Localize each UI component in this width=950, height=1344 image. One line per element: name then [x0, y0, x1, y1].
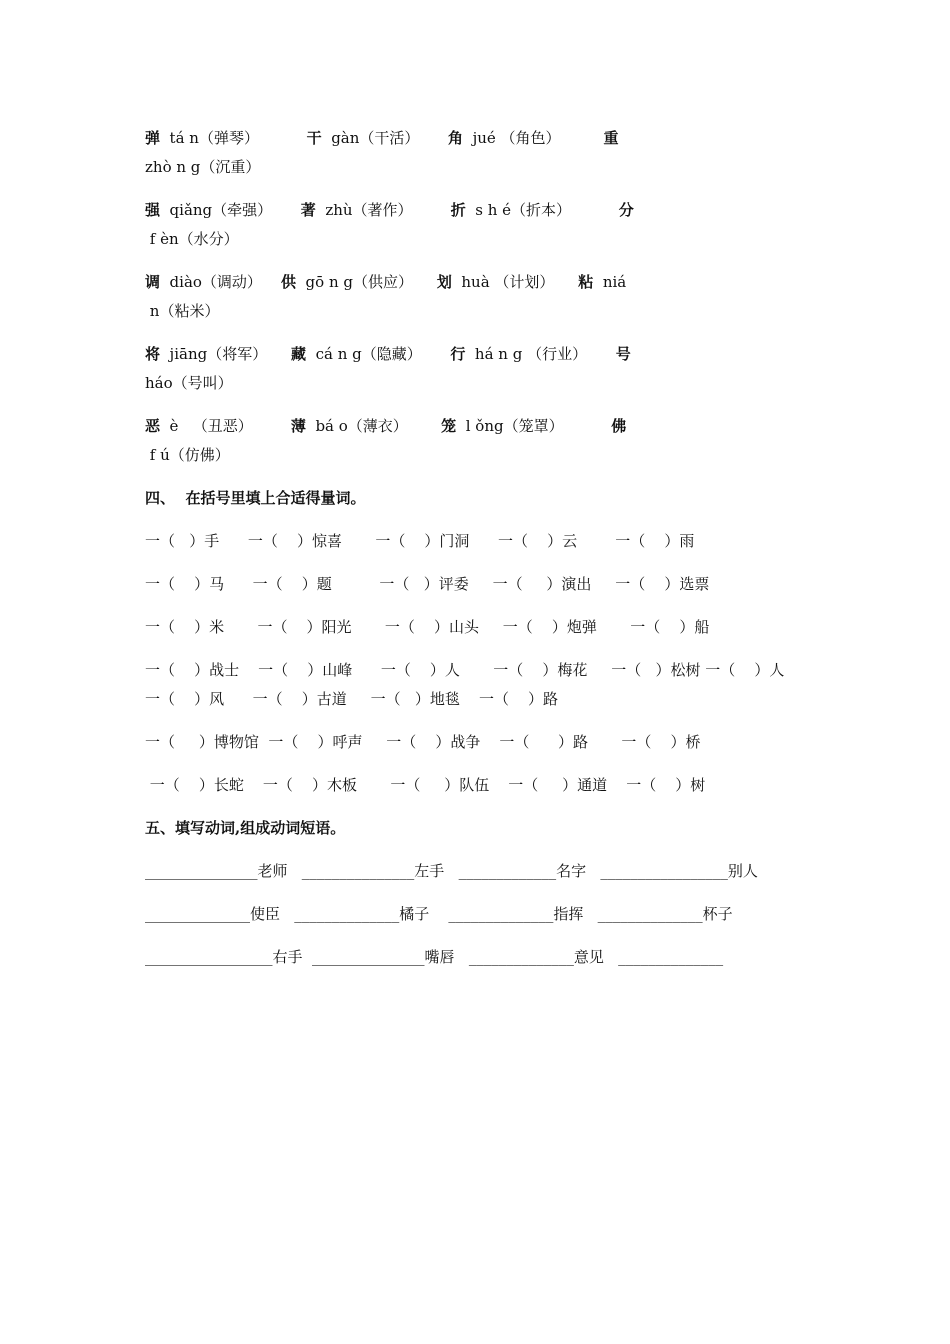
- measure-word-line: 一（ ）手 一（ ）惊喜 一（ ）门洞 一（ ）云 一（ ）雨: [145, 532, 695, 550]
- polyphone-character: 佛: [611, 417, 627, 435]
- polyphone-row: [145, 340, 810, 398]
- polyphone-reading: è （丑恶）: [160, 417, 291, 435]
- polyphone-reading: jiāng（将军）: [160, 345, 292, 363]
- measure-word-line: 一（ ）长蛇 一（ ）木板 一（ ）队伍 一（ ）通道 一（ ）树: [145, 776, 706, 794]
- polyphone-row: [145, 196, 810, 254]
- section5-title: 五、填写动词,组成动词短语。: [145, 819, 346, 837]
- polyphone-character: 恶: [145, 417, 161, 435]
- polyphone-reading-continued: n（粘米）: [145, 302, 220, 320]
- polyphone-reading: l ǒng（笼罩）: [456, 417, 612, 435]
- section5-list: [145, 857, 810, 972]
- section4-title: 四、 在括号里填上合适得量词。: [145, 489, 366, 507]
- polyphone-reading: cá n g（隐藏）: [306, 345, 451, 363]
- measure-word-line: 一（ ）战士 一（ ）山峰 一（ ）人 一（ ）梅花 一（ ）松树 一（ ）人 一（ ）风 一（ ）古道 一（ ）地毯 一（ ）路: [145, 661, 823, 708]
- polyphone-character: 藏: [291, 345, 307, 363]
- polyphone-reading-continued: f ú（仿佛）: [145, 446, 230, 464]
- polyphone-reading: bá o（薄衣）: [305, 417, 442, 435]
- polyphone-reading-continued: zhò n g（沉重）: [145, 158, 261, 176]
- polyphone-row: [145, 268, 810, 326]
- polyphone-character: 薄: [290, 417, 306, 435]
- polyphone-row: [145, 412, 810, 470]
- polyphone-character: 角: [448, 129, 464, 147]
- polyphone-character: 行: [450, 345, 466, 363]
- polyphone-reading: s h é（折本）: [465, 201, 619, 219]
- polyphone-reading: huà （计划）: [451, 273, 579, 291]
- polyphone-character: 著: [300, 201, 316, 219]
- polyphone-character: 折: [450, 201, 466, 219]
- polyphone-reading: gàn（干活）: [321, 129, 449, 147]
- measure-word-line: 一（ ）米 一（ ）阳光 一（ ）山头 一（ ）炮弹 一（ ）船: [145, 618, 710, 636]
- polyphone-reading: tá n（弹琴）: [160, 129, 307, 147]
- polyphone-character: 号: [615, 345, 631, 363]
- polyphone-character: 分: [618, 201, 634, 219]
- polyphone-reading-continued: f èn（水分）: [145, 230, 239, 248]
- polyphone-character: 干: [306, 129, 322, 147]
- polyphone-character: 弹: [145, 129, 161, 147]
- polyphone-reading: diào（调动）: [160, 273, 281, 291]
- polyphone-character: 划: [436, 273, 452, 291]
- polyphone-reading: qiǎng（牵强）: [160, 201, 301, 219]
- polyphone-character: 供: [281, 273, 297, 291]
- polyphone-row: [145, 124, 810, 182]
- polyphone-reading: gō n g（供应）: [296, 273, 437, 291]
- polyphone-reading-continued: háo（号叫）: [145, 374, 233, 392]
- measure-word-line: 一（ ）马 一（ ）题 一（ ）评委 一（ ）演出 一（ ）选票: [145, 575, 710, 593]
- verb-phrase-line: _________________右手 _______________嘴唇 ______________意见 ______________: [145, 948, 724, 966]
- polyphone-section: [145, 124, 810, 470]
- polyphone-character: 笼: [441, 417, 457, 435]
- polyphone-character: 强: [145, 201, 161, 219]
- polyphone-reading: zhù（著作）: [315, 201, 451, 219]
- verb-phrase-line: _______________老师 _______________左手 _____________名字 _________________别人: [145, 862, 758, 880]
- worksheet-page: [145, 124, 823, 986]
- polyphone-reading: niá: [593, 273, 627, 291]
- measure-word-line: 一（ ）博物馆 一（ ）呼声 一（ ）战争 一（ ）路 一（ ）桥: [145, 733, 701, 751]
- polyphone-character: 粘: [578, 273, 594, 291]
- polyphone-reading: há n g （行业）: [465, 345, 616, 363]
- polyphone-character: 重: [603, 129, 619, 147]
- verb-phrase-line: ______________使臣 ______________橘子 ______________指挥 ______________杯子: [145, 905, 733, 923]
- polyphone-character: 调: [145, 273, 161, 291]
- section4-list: [145, 527, 823, 800]
- polyphone-reading: jué （角色）: [463, 129, 604, 147]
- polyphone-character: 将: [145, 345, 161, 363]
